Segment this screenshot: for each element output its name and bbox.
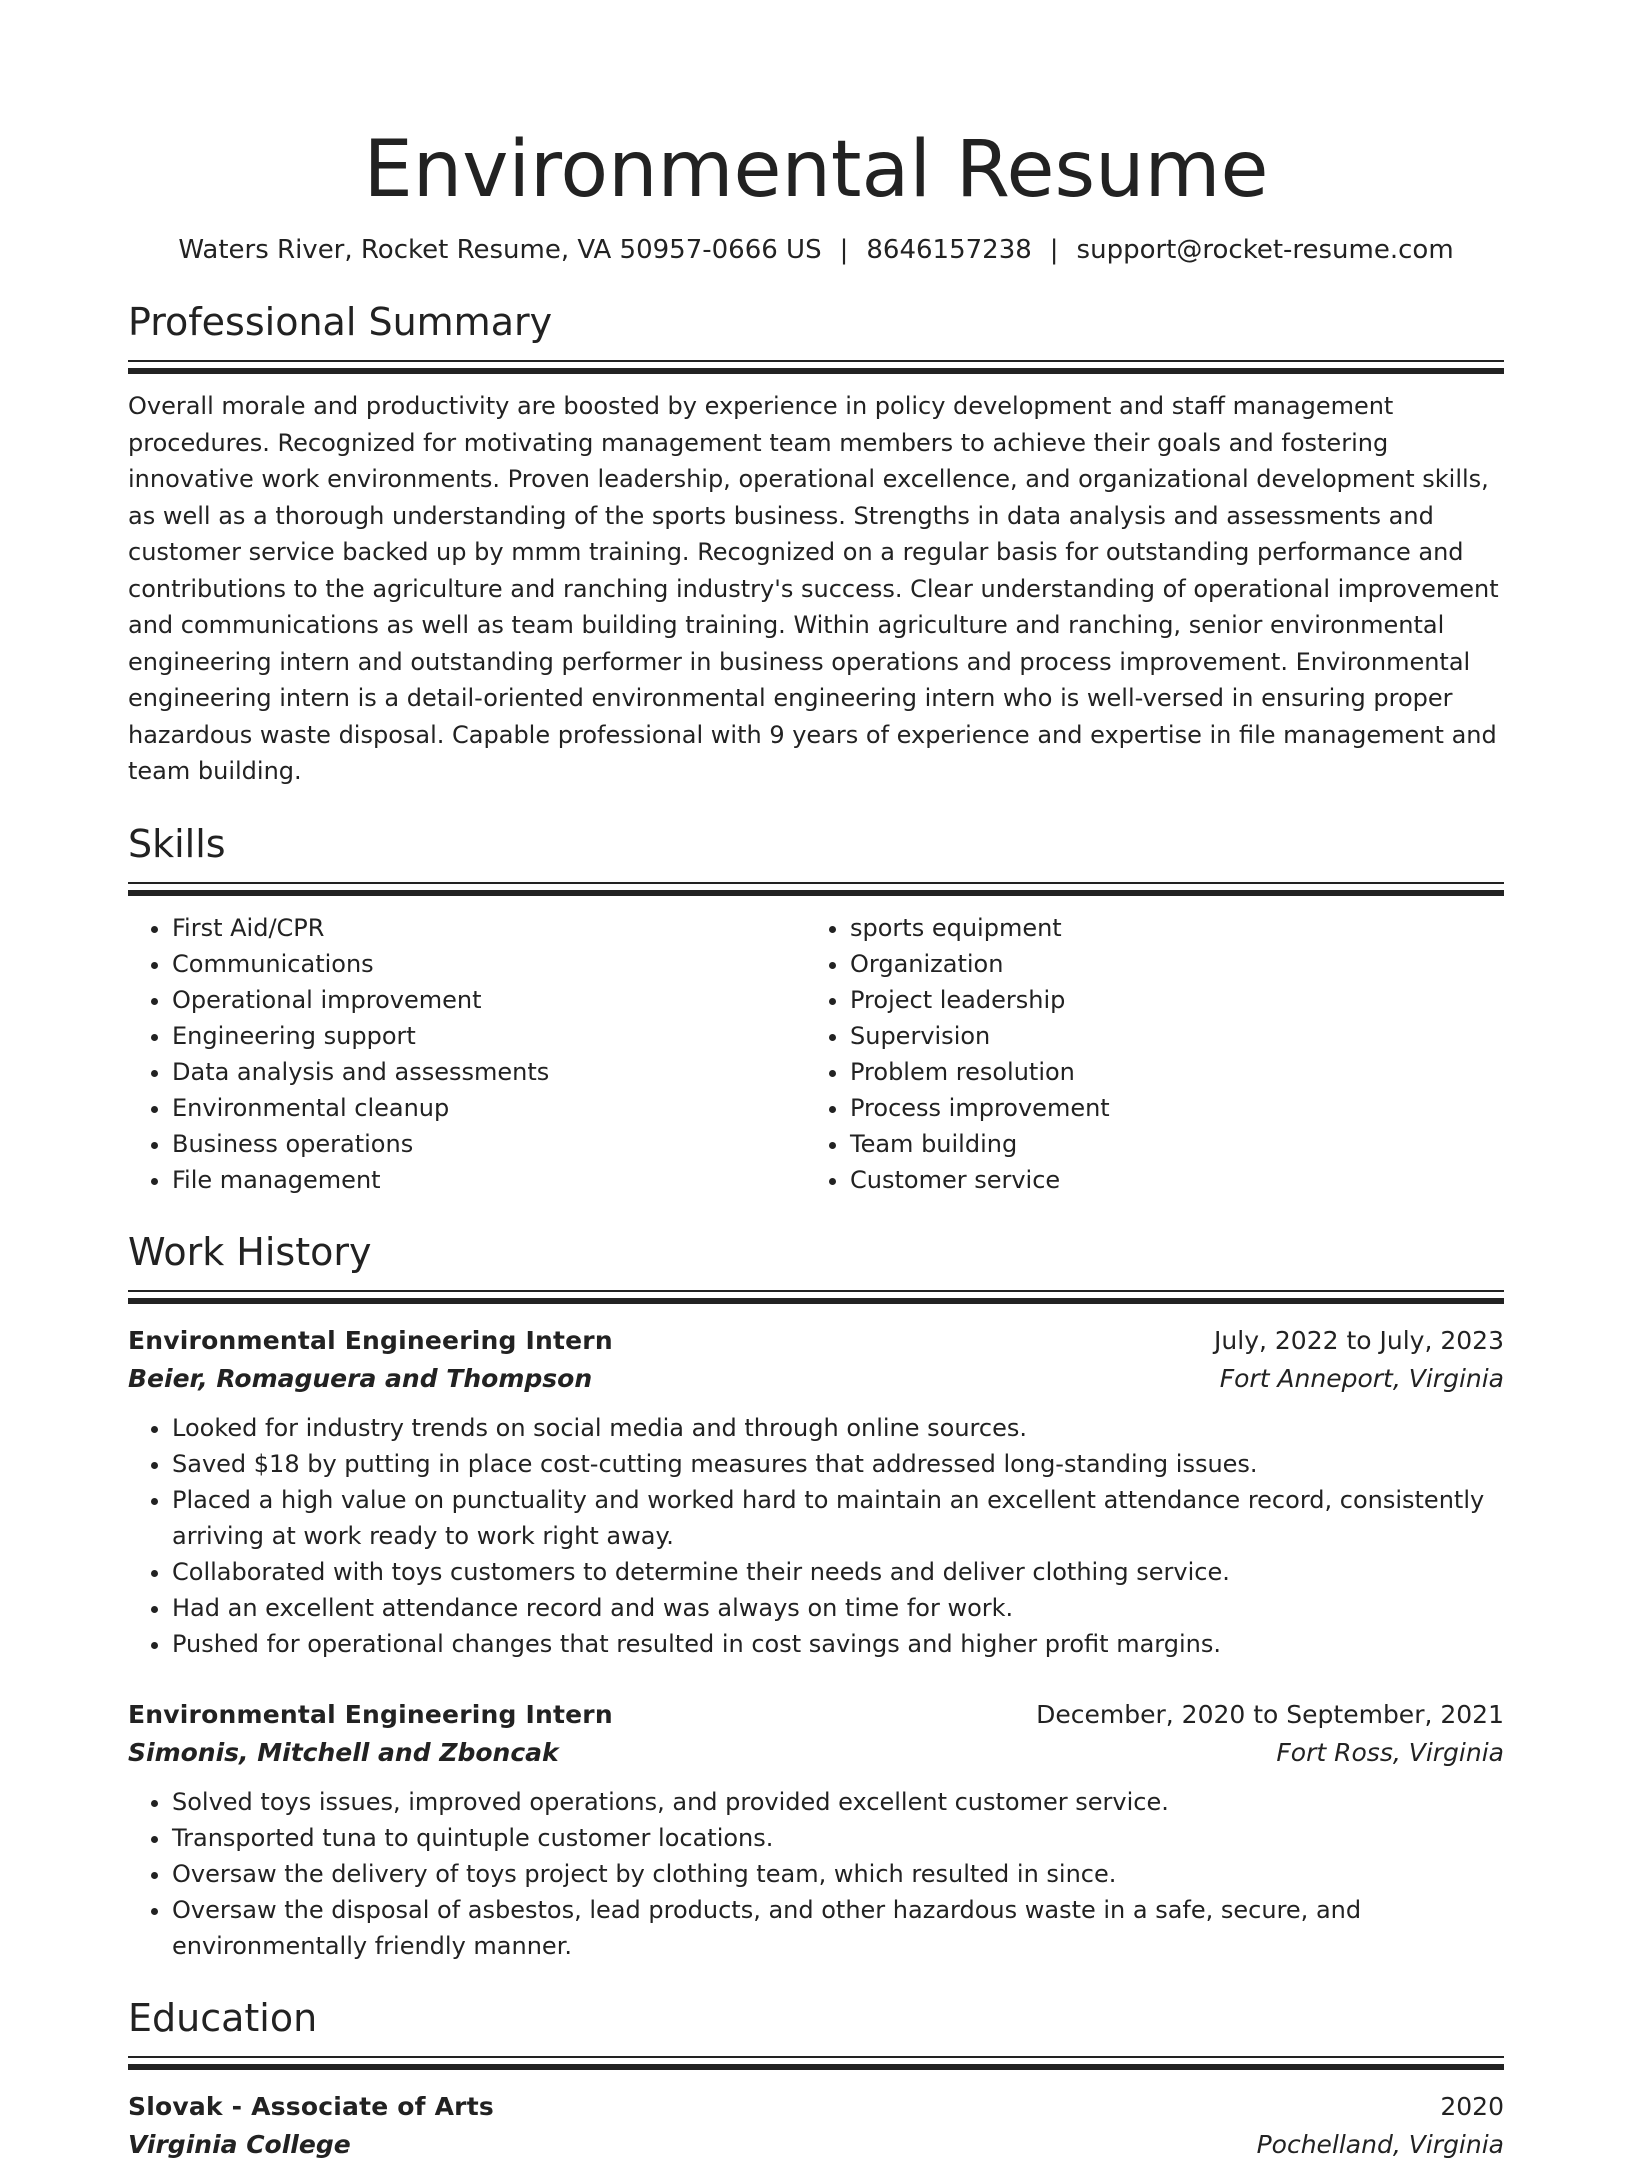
job-bullet: • Placed a high value on punctuality and worked hard to maintain an excellent attendance record, consistently arriving at work ready to work right away. bbox=[172, 1482, 1504, 1554]
section-divider-thin bbox=[128, 882, 1504, 884]
education-header-row bbox=[128, 2088, 1504, 2126]
education-degree: Slovak - Associate of Arts bbox=[128, 2091, 494, 2121]
job-bullet: • Looked for industry trends on social media and through online sources. bbox=[172, 1410, 1504, 1446]
education-school-row bbox=[128, 2126, 1504, 2164]
contact-phone: 8646157238 bbox=[866, 235, 1032, 265]
contact-line bbox=[128, 232, 1504, 268]
skill-item: • Engineering support bbox=[172, 1018, 806, 1054]
skill-item: • Data analysis and assessments bbox=[172, 1054, 806, 1090]
skill-item: • Problem resolution bbox=[850, 1054, 1484, 1090]
skill-item: • Operational improvement bbox=[172, 982, 806, 1018]
summary-heading: Professional Summary bbox=[128, 300, 553, 344]
summary-section bbox=[128, 298, 1504, 790]
contact-address: Waters River, Rocket Resume, VA 50957-0666 US bbox=[178, 235, 822, 265]
job-company: Simonis, Mitchell and Zboncak bbox=[128, 1737, 559, 1767]
section-divider-thick bbox=[128, 1298, 1504, 1304]
skill-item: • Organization bbox=[850, 946, 1484, 982]
contact-email: support@rocket-resume.com bbox=[1076, 235, 1454, 265]
education-location: Pochelland, Virginia bbox=[1256, 2129, 1504, 2159]
skill-item: • Customer service bbox=[850, 1162, 1484, 1198]
section-divider-thin bbox=[128, 1290, 1504, 1292]
education-heading: Education bbox=[128, 1995, 318, 2040]
job-bullet: • Oversaw the delivery of toys project by clothing team, which resulted in since. bbox=[172, 1856, 1504, 1892]
contact-separator: | bbox=[1049, 235, 1059, 265]
work-history-section bbox=[128, 1228, 1504, 1964]
skills-list-left bbox=[128, 910, 806, 1198]
job-dates: July, 2022 to July, 2023 bbox=[1214, 1325, 1504, 1355]
skill-item: • Communications bbox=[172, 946, 806, 982]
job-company-row bbox=[128, 1734, 1504, 1772]
job-entry bbox=[128, 1322, 1504, 1662]
section-divider-thin bbox=[128, 2056, 1504, 2058]
skill-item: • File management bbox=[172, 1162, 806, 1198]
job-location: Fort Ross, Virginia bbox=[1276, 1737, 1504, 1767]
education-section bbox=[128, 1994, 1504, 2164]
job-bullets bbox=[128, 1410, 1504, 1662]
section-divider-thick bbox=[128, 368, 1504, 374]
skill-item: • sports equipment bbox=[850, 910, 1484, 946]
job-bullet: • Oversaw the disposal of asbestos, lead products, and other hazardous waste in a safe, secure, and environmentally friendly manner. bbox=[172, 1892, 1504, 1964]
job-bullet: • Pushed for operational changes that resulted in cost savings and higher profit margins. bbox=[172, 1626, 1504, 1662]
skill-item: • Process improvement bbox=[850, 1090, 1484, 1126]
job-bullet: • Solved toys issues, improved operations, and provided excellent customer service. bbox=[172, 1784, 1504, 1820]
skill-item: • Project leadership bbox=[850, 982, 1484, 1018]
section-divider-thick bbox=[128, 2064, 1504, 2070]
skill-item: • First Aid/CPR bbox=[172, 910, 806, 946]
job-dates: December, 2020 to September, 2021 bbox=[1036, 1699, 1504, 1729]
education-year: 2020 bbox=[1440, 2091, 1504, 2121]
job-bullets bbox=[128, 1784, 1504, 1964]
job-title: Environmental Engineering Intern bbox=[128, 1325, 613, 1355]
skill-item: • Business operations bbox=[172, 1126, 806, 1162]
job-title: Environmental Engineering Intern bbox=[128, 1699, 613, 1729]
section-divider-thick bbox=[128, 890, 1504, 896]
job-entry bbox=[128, 1696, 1504, 1964]
job-location: Fort Anneport, Virginia bbox=[1219, 1363, 1504, 1393]
job-bullet: • Transported tuna to quintuple customer locations. bbox=[172, 1820, 1504, 1856]
work-history-heading: Work History bbox=[128, 1229, 372, 1274]
job-header-row bbox=[128, 1696, 1504, 1734]
skills-list-right bbox=[806, 910, 1484, 1198]
summary-text: Overall morale and productivity are boosted by experience in policy development and staff management procedures. Recognized for motivating management team members to achieve their goals and fostering innovative work environments. Proven leadership, operational excellence, and organizational development skills, as well as a thorough understanding of the sports business. Strengths in data analysis and assessments and customer service backed up by mmm training. Recognized on a regular basis for outstanding performance and contributions to the agriculture and ranching industry's success. Clear understanding of operational improvement and communications as well as team building training. Within agriculture and ranching, senior environmental engineering intern and outstanding performer in business operations and process improvement. Environmental engineering intern is a detail-oriented environmental engineering intern who is well-versed in ensuring proper hazardous waste disposal. Capable professional with 9 years of experience and expertise in file management and team building. bbox=[128, 392, 1499, 785]
education-entry bbox=[128, 2088, 1504, 2164]
job-header-row bbox=[128, 1322, 1504, 1360]
job-company-row bbox=[128, 1360, 1504, 1398]
skills-heading: Skills bbox=[128, 821, 226, 866]
contact-separator: | bbox=[839, 235, 849, 265]
job-bullet: • Had an excellent attendance record and was always on time for work. bbox=[172, 1590, 1504, 1626]
section-divider-thin bbox=[128, 360, 1504, 362]
skill-item: • Team building bbox=[850, 1126, 1484, 1162]
job-bullet: • Collaborated with toys customers to determine their needs and deliver clothing service. bbox=[172, 1554, 1504, 1590]
job-bullet: • Saved $18 by putting in place cost-cutting measures that addressed long-standing issues. bbox=[172, 1446, 1504, 1482]
skills-section bbox=[128, 820, 1504, 1198]
skill-item: • Supervision bbox=[850, 1018, 1484, 1054]
resume-title: Environmental Resume bbox=[363, 125, 1269, 215]
skills-columns bbox=[128, 910, 1504, 1198]
skill-item: • Environmental cleanup bbox=[172, 1090, 806, 1126]
job-company: Beier, Romaguera and Thompson bbox=[128, 1363, 593, 1393]
resume-page bbox=[128, 120, 1504, 2164]
education-school: Virginia College bbox=[128, 2129, 351, 2159]
